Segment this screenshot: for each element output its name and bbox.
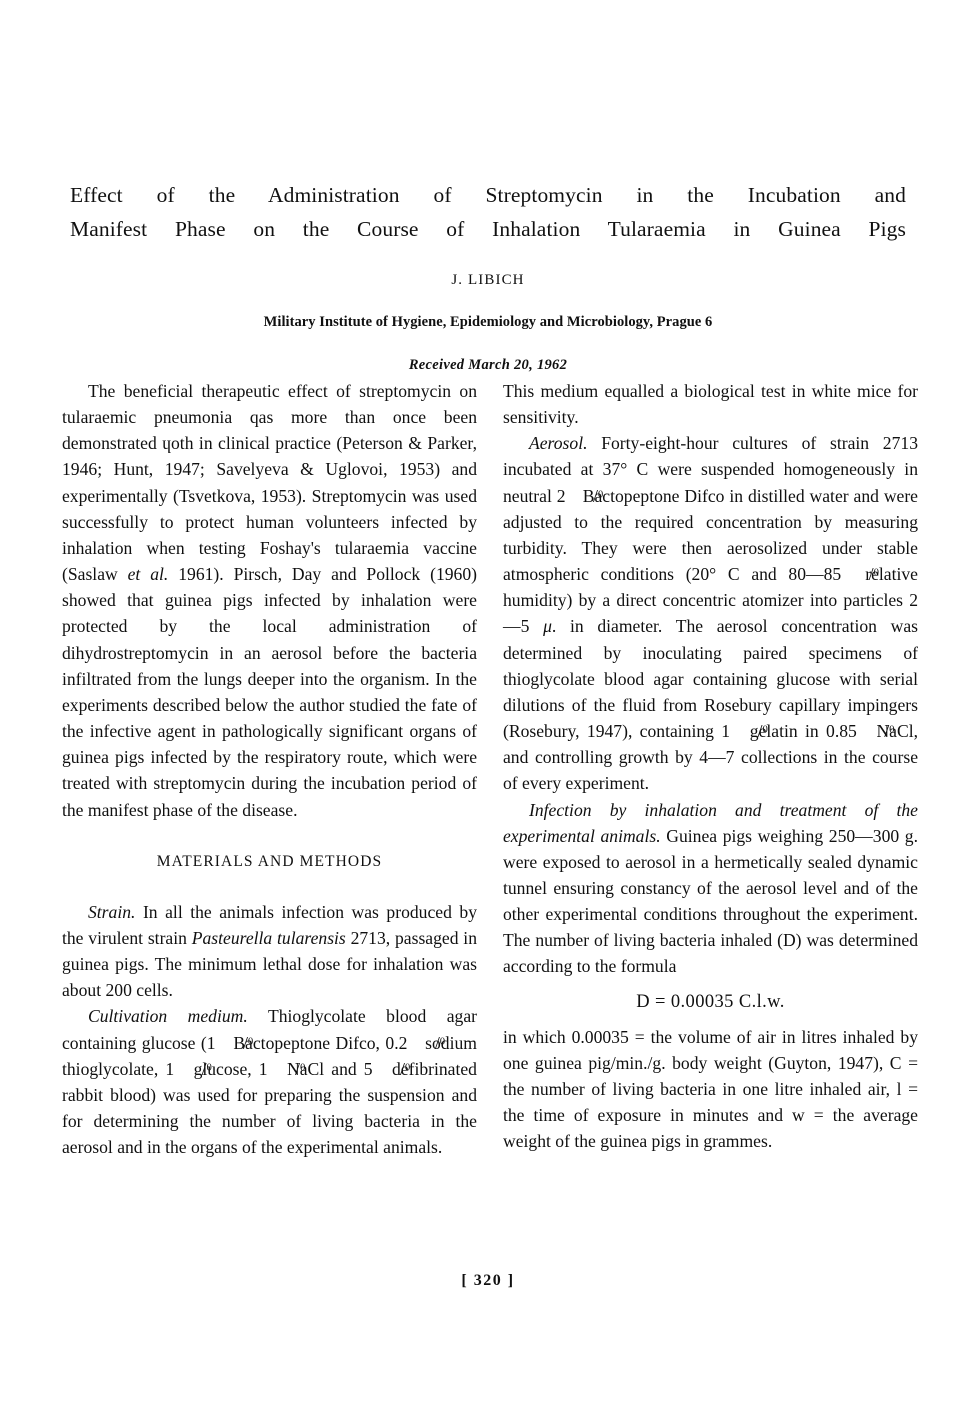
page-number: [ 320 ] xyxy=(461,1272,515,1289)
aerosol-text-part-4: . in diameter. The aerosol concentration was determined by inoculating paired specimens of thioglycolate blood agar containing glucose with serial dilutions of the fluid from Rosebury capillary impingers (Rosebury, 1947), containing 1 xyxy=(503,616,918,742)
medium-text-part-2: Bactopeptone Difco, 0.2 xyxy=(227,1032,408,1053)
aerosol-text-part-6: NaCl, and controlling growth by 4—7 collections in the course of every experiment. xyxy=(503,721,919,794)
author-affiliation: Military Institute of Hygiene, Epidemiology and Microbiology, Prague 6 xyxy=(263,314,713,330)
percent-sign-icon xyxy=(857,719,869,737)
received-date: Received March 20, 1962 xyxy=(408,357,568,373)
title-line-2: Manifest Phase on the Course of Inhalation Tularaemia in Guinea Pigs xyxy=(70,217,906,241)
percent-sign-icon xyxy=(373,1057,385,1075)
paragraph-formula-explanation: in which 0.00035 = the volume of air in litres inhaled by one guinea pig/min./g. body weight (Guyton, 1947), C = the number of living bacteria in one litre inhaled air, l = the time of exposure in minutes and w = the average weight of the guinea pigs in grammes. xyxy=(503,1026,918,1152)
percent-sign-icon xyxy=(841,563,853,581)
paragraph-cultivation-medium xyxy=(62,1003,477,1160)
paragraph-medium-continued: This medium equalled a biological test in white mice for sensitivity. xyxy=(503,381,918,428)
aerosol-text-part-2: Bactopeptone Difco in distilled water and were adjusted to the required concentration by measuring turbidity. They were then aerosolized under stable atmospheric conditions (20° C and 80—85 xyxy=(503,485,918,585)
strain-run-in-heading: Strain. xyxy=(88,901,136,922)
body-columns xyxy=(62,378,918,1160)
aerosol-run-in-heading: Aerosol. xyxy=(529,433,588,454)
medium-text-part-1: Thioglycolate blood agar containing glucose (1 xyxy=(62,1006,478,1053)
percent-sign-icon xyxy=(407,1031,419,1049)
species-name-pasteurella-tularensis: Pasteurella tularensis xyxy=(191,927,346,948)
strain-text-part-1: In all the animals infection was produced by the virulent strain xyxy=(62,901,477,948)
infection-text-part-1: Guinea pigs weighing 250—300 g. were exposed to aerosol in a hermetically sealed dynamic tunnel ensuring constancy of the aerosol level and of the other experimental conditions throughout the experiment. The number of living bacteria inhaled (D) was determined according to the formula xyxy=(503,825,918,977)
percent-sign-icon xyxy=(174,1057,186,1075)
percent-sign-icon xyxy=(216,1031,228,1049)
aerosol-text-part-1: Forty-eight-hour cultures of strain 2713 incubated at 37° C were suspended homogeneously in neutral 2 xyxy=(503,433,918,506)
paragraph-infection-by-inhalation xyxy=(503,797,918,980)
infection-run-in-heading: Infection by inhalation and treatment of the experimental animals. xyxy=(503,799,918,846)
aerosol-text-part-5: gelatin in 0.85 xyxy=(742,721,857,742)
paragraph-introduction xyxy=(62,378,477,823)
author-name: J. LIBICH xyxy=(451,272,525,288)
cultivation-medium-run-in-heading: Cultivation medium. xyxy=(88,1006,248,1027)
micron-symbol-icon: μ xyxy=(543,616,552,637)
page-title xyxy=(70,178,906,246)
medium-text-part-4: glucose, 1 xyxy=(186,1058,268,1079)
percent-sign-icon xyxy=(268,1057,280,1075)
aerosol-text-part-3: relative humidity) by a direct concentric atomizer into particles 2—5 xyxy=(503,564,918,637)
medium-text-part-5: NaCl and 5 xyxy=(279,1058,373,1079)
right-column xyxy=(503,378,918,1160)
section-heading-materials-and-methods: MATERIALS AND METHODS xyxy=(156,852,383,870)
masthead xyxy=(70,178,906,374)
percent-sign-icon xyxy=(566,484,578,502)
medium-text-part-3: sodium thioglycolate, 1 xyxy=(62,1032,477,1079)
title-line-1: Effect of the Administration of Streptomycin in the Incubation and xyxy=(70,183,906,207)
paragraph-aerosol xyxy=(503,430,918,796)
intro-text-part-1: The beneficial therapeutic effect of streptomycin on tularaemic pneumonia qas more than once been demonstrated ɥoth in clinical practice (Peterson & Parker, 1946; Hunt, 1947; Savelyeva & Uglovoi, 1953) and experimentally (Tsvetkova, 1953). Streptomycin was used successfully to protect human volunteers infected by inhalation when testing Foshay's tularaemia vaccine (Saslaw xyxy=(62,381,477,585)
display-formula: D = 0.00035 C.l.w. xyxy=(636,991,785,1012)
citation-et-al: et al. xyxy=(127,564,169,585)
medium-text-part-6: defibrinated rabbit blood) was used for preparing the suspension and for determining the number of living bacteria in the aerosol and in the organs of the experimental animals. xyxy=(62,1058,477,1158)
percent-sign-icon xyxy=(730,719,742,737)
left-column xyxy=(62,378,477,1160)
paragraph-strain xyxy=(62,899,477,1004)
strain-text-part-2: 2713, passaged in guinea pigs. The minimum lethal dose for inhalation was about 200 cells. xyxy=(62,927,477,1001)
intro-text-part-2: 1961). Pirsch, Day and Pollock (1960) showed that guinea pigs infected by inhalation were protected by the local administration of dihydrostreptomycin in an aerosol before the bacteria infiltrated from the lungs deeper into the organism. In the experiments described below the author studied the fate of the infective agent in pathologically significant organs of guinea pigs infected by the respiratory route, which were treated with streptomycin during the incubation period of the manifest phase of the disease. xyxy=(62,564,477,820)
